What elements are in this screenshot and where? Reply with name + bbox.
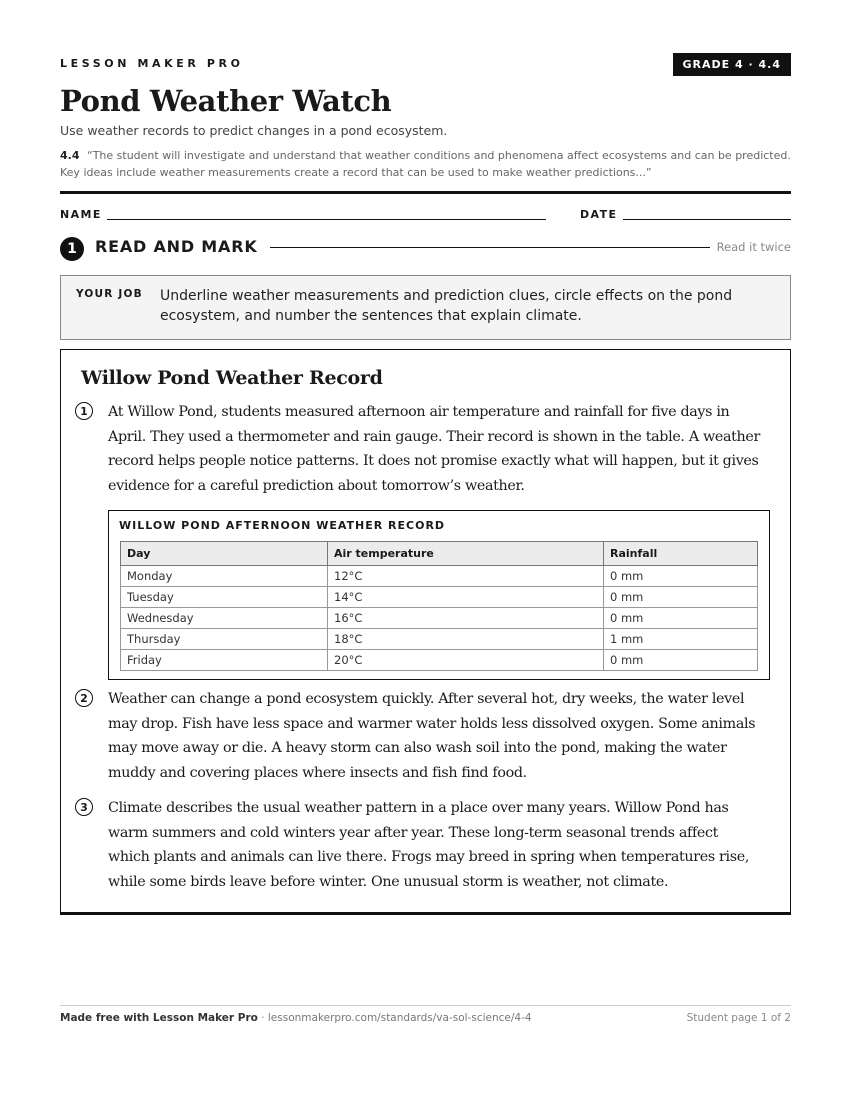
section-divider bbox=[270, 247, 710, 248]
table-cell: 0 mm bbox=[604, 587, 758, 608]
grade-badge: GRADE 4 · 4.4 bbox=[673, 53, 791, 76]
table-cell: 18°C bbox=[328, 629, 604, 650]
section-hint: Read it twice bbox=[716, 240, 791, 254]
table-cell: 14°C bbox=[328, 587, 604, 608]
table-cell: Friday bbox=[121, 650, 328, 671]
table-cell: 20°C bbox=[328, 650, 604, 671]
table-row bbox=[121, 587, 758, 608]
table-cell: Monday bbox=[121, 566, 328, 587]
standard-code: 4.4 bbox=[60, 149, 80, 162]
paragraph-1 bbox=[75, 400, 760, 498]
table-cell: 0 mm bbox=[604, 608, 758, 629]
table-cell: 0 mm bbox=[604, 650, 758, 671]
table-row bbox=[121, 608, 758, 629]
date-label: DATE bbox=[580, 208, 618, 221]
date-field[interactable] bbox=[623, 219, 791, 220]
instructions-label: YOUR JOB bbox=[76, 288, 143, 300]
table-cell: 0 mm bbox=[604, 566, 758, 587]
table-cell: Thursday bbox=[121, 629, 328, 650]
instructions-text: Underline weather measurements and prediction clues, circle effects on the pond ecosystem, and number the sentences that explain climate. bbox=[160, 288, 733, 324]
paragraph-number: 3 bbox=[75, 798, 93, 816]
paragraph-number: 1 bbox=[75, 402, 93, 420]
column-header: Air temperature bbox=[328, 542, 604, 566]
table-row bbox=[121, 650, 758, 671]
header-divider bbox=[60, 191, 791, 194]
page-subtitle: Use weather records to predict changes in a pond ecosystem. bbox=[60, 123, 448, 138]
name-field[interactable] bbox=[107, 219, 546, 220]
table-row bbox=[121, 566, 758, 587]
column-header: Rainfall bbox=[604, 542, 758, 566]
page-title: Pond Weather Watch bbox=[60, 84, 392, 118]
footer-divider bbox=[60, 1005, 791, 1006]
table-caption: WILLOW POND AFTERNOON WEATHER RECORD bbox=[119, 519, 446, 532]
footer-url[interactable]: lessonmakerpro.com/standards/va-sol-science/4-4 bbox=[267, 1012, 532, 1024]
footer-separator: · bbox=[261, 1012, 265, 1024]
paragraph-2 bbox=[75, 687, 760, 785]
section-number: 1 bbox=[60, 237, 84, 261]
footer-page-number: Student page 1 of 2 bbox=[686, 1012, 791, 1024]
table-cell: 16°C bbox=[328, 608, 604, 629]
standard-statement bbox=[60, 147, 791, 181]
name-label: NAME bbox=[60, 208, 102, 221]
footer-credit bbox=[60, 1012, 532, 1024]
table-row bbox=[121, 629, 758, 650]
weather-record-table bbox=[120, 541, 758, 671]
footer-made-with: Made free with Lesson Maker Pro bbox=[60, 1012, 258, 1024]
weather-record-table-box bbox=[108, 510, 770, 680]
paragraph-3 bbox=[75, 796, 760, 894]
table-cell: Tuesday bbox=[121, 587, 328, 608]
section-header bbox=[60, 236, 791, 260]
column-header: Day bbox=[121, 542, 328, 566]
worksheet-page bbox=[60, 0, 791, 1100]
table-header-row bbox=[121, 542, 758, 566]
table-cell: 12°C bbox=[328, 566, 604, 587]
paragraph-text: Weather can change a pond ecosystem quickly. After several hot, dry weeks, the water level may drop. Fish have less space and warmer water holds less dissolved oxygen. Some animals may move away or die. A heavy storm can also wash soil into the pond, making the water muddy and covering places where insects and fish find food. bbox=[108, 691, 756, 781]
passage-title: Willow Pond Weather Record bbox=[81, 367, 383, 389]
section-title: READ AND MARK bbox=[95, 237, 258, 256]
standard-text: “The student will investigate and understand that weather conditions and phenomena affect ecosystems and can be predicted. Key ideas include weather measurements create a record that can be used to make weather predictions...” bbox=[60, 149, 791, 179]
table-cell: 1 mm bbox=[604, 629, 758, 650]
paragraph-text: Climate describes the usual weather pattern in a place over many years. Willow Pond has warm summers and cold winters year after year. These long-term seasonal trends affect which plants and animals can live there. Frogs may breed in spring when temperatures rise, while some birds leave before winter. One unusual storm is weather, not climate. bbox=[108, 800, 750, 890]
reading-passage bbox=[60, 349, 791, 915]
paragraph-text: At Willow Pond, students measured afternoon air temperature and rainfall for five days in April. They used a thermometer and rain gauge. Their record is shown in the table. A weather record helps people notice patterns. It does not promise exactly what will happen, but it gives evidence for a careful prediction about tomorrow’s weather. bbox=[108, 404, 761, 494]
table-cell: Wednesday bbox=[121, 608, 328, 629]
paragraph-number: 2 bbox=[75, 689, 93, 707]
instructions-box bbox=[60, 275, 791, 340]
brand-name: LESSON MAKER PRO bbox=[60, 57, 244, 70]
